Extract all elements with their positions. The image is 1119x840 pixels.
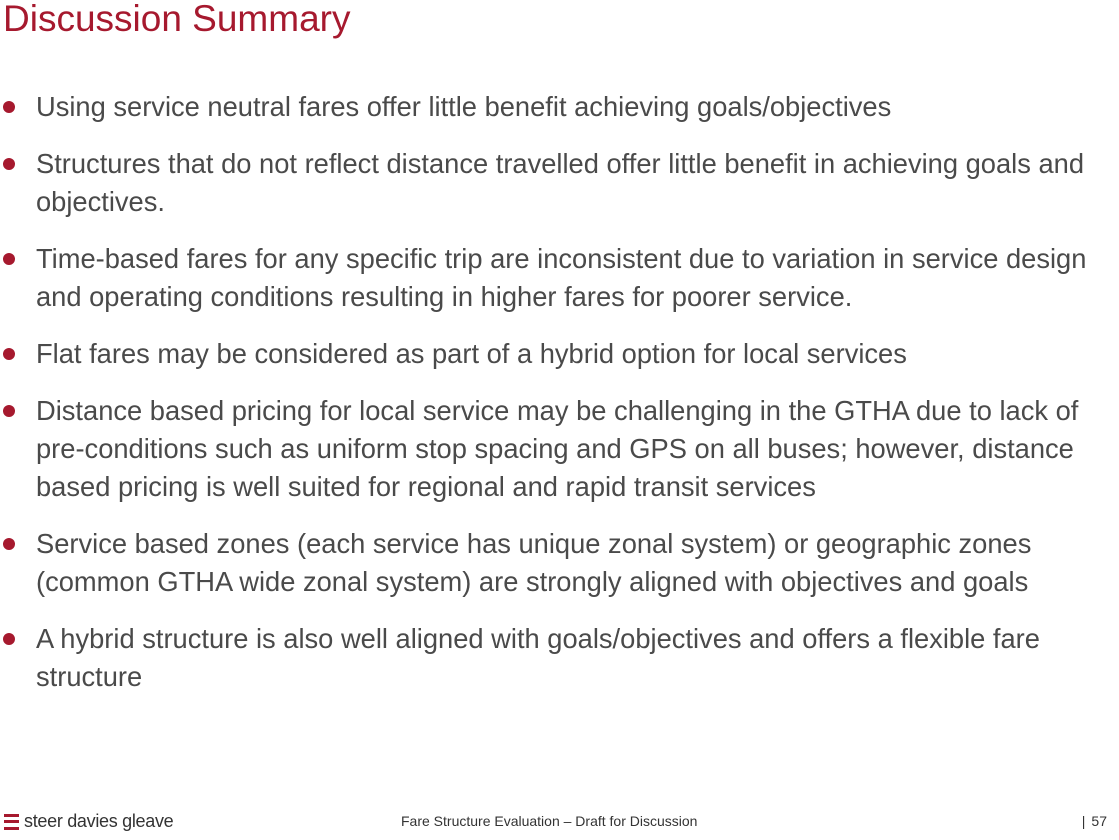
bullet-item (0, 620, 1105, 696)
bullet-text: Using service neutral fares offer little benefit achieving goals/objectives (36, 91, 892, 122)
slide-footer (0, 805, 1119, 840)
bullet-item (0, 145, 1105, 221)
bullet-list (0, 88, 1105, 715)
bullet-text: A hybrid structure is also well aligned with goals/objectives and offers a flexible fare structure (36, 623, 1040, 692)
bullet-dot-icon (3, 101, 15, 113)
logo-bars-icon (4, 814, 19, 830)
bullet-dot-icon (3, 253, 15, 265)
company-logo (4, 811, 173, 832)
bullet-item (0, 335, 1105, 373)
bullet-item (0, 525, 1105, 601)
page-separator: | (1081, 813, 1086, 829)
bullet-text: Flat fares may be considered as part of a hybrid option for local services (36, 338, 907, 369)
page-number-block (1082, 813, 1107, 829)
bullet-dot-icon (3, 348, 15, 360)
bullet-item (0, 88, 1105, 126)
page-number: 57 (1091, 813, 1107, 829)
bullet-text: Structures that do not reflect distance travelled offer little benefit in achieving goals and objectives. (36, 148, 1085, 217)
bullet-item (0, 240, 1105, 316)
bullet-item (0, 392, 1105, 506)
bullet-text: Time-based fares for any specific trip are inconsistent due to variation in service design and operating conditions resulting in higher fares for poorer service. (36, 243, 1087, 312)
bullet-dot-icon (3, 538, 15, 550)
bullet-dot-icon (3, 633, 15, 645)
footer-document-title: Fare Structure Evaluation – Draft for Discussion (401, 813, 698, 829)
bullet-text: Service based zones (each service has unique zonal system) or geographic zones (common GTHA wide zonal system) are strongly aligned with objectives and goals (36, 528, 1032, 597)
bullet-dot-icon (3, 158, 15, 170)
bullet-dot-icon (3, 405, 15, 417)
slide-title: Discussion Summary (3, 0, 351, 39)
bullet-text: Distance based pricing for local service may be challenging in the GTHA due to lack of pre-conditions such as uniform stop spacing and GPS on all buses; however, distance based pricing is well suited for regional and rapid transit services (36, 395, 1079, 502)
logo-text: steer davies gleave (24, 811, 174, 831)
